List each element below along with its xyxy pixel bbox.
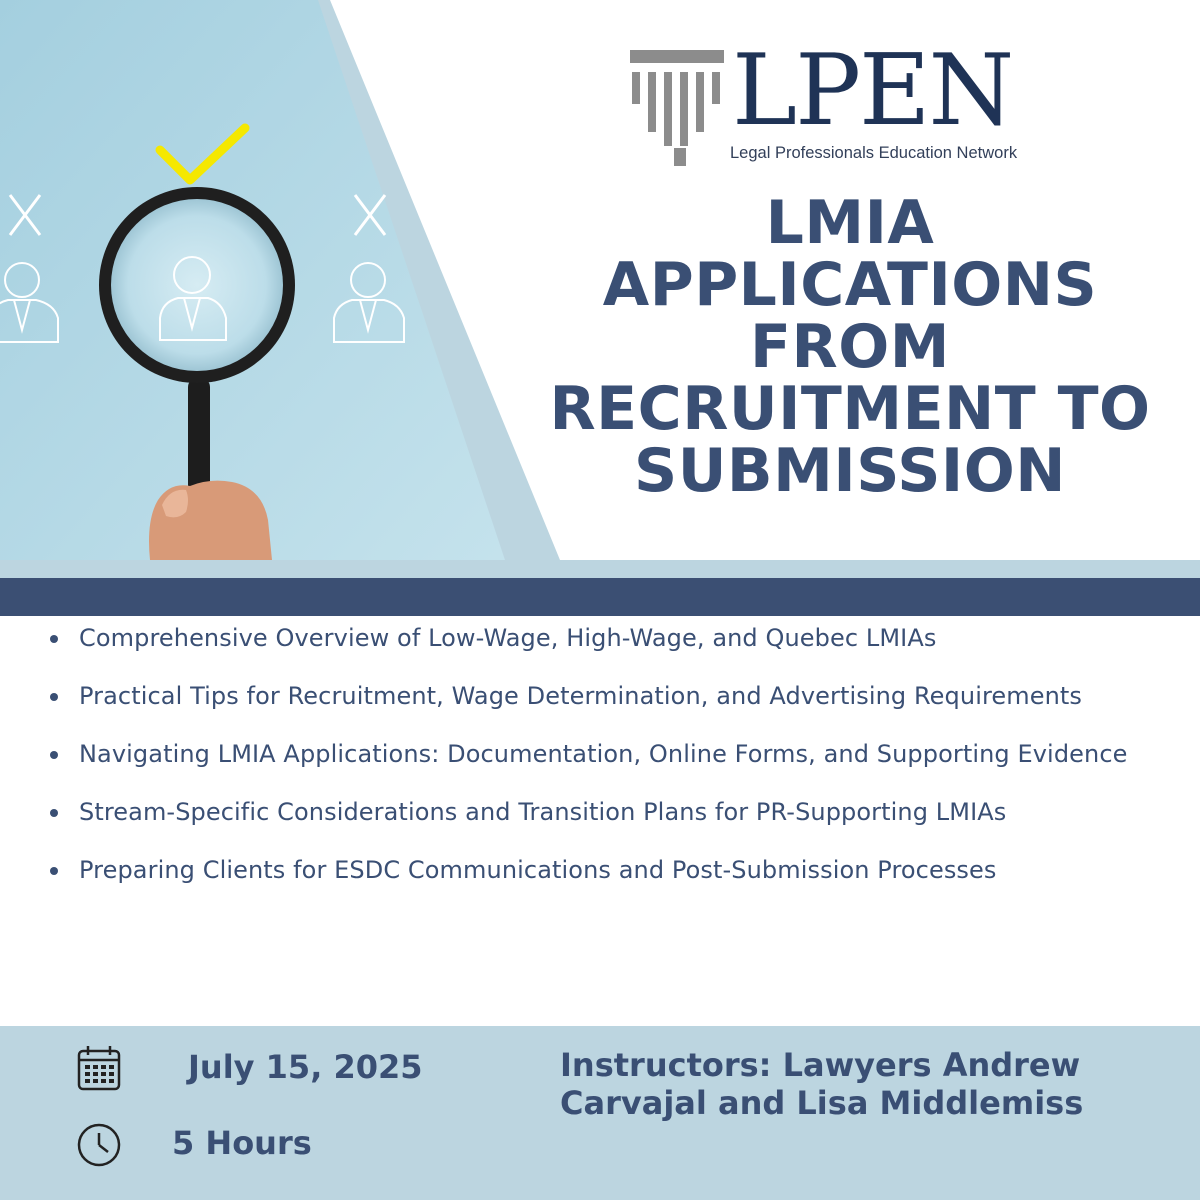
title-line: LMIA — [765, 188, 935, 258]
logo — [628, 34, 1058, 174]
topic-text: Navigating LMIA Applications: Documentation, Online Forms, and Supporting Evidence — [79, 740, 1128, 768]
topic-text: Practical Tips for Recruitment, Wage Determination, and Advertising Requirements — [79, 682, 1083, 710]
title-line: SUBMISSION — [634, 436, 1066, 506]
calendar-icon — [76, 1044, 122, 1092]
topic-text: Comprehensive Overview of Low-Wage, High-Wage, and Quebec LMIAs — [79, 624, 937, 652]
list-item — [50, 856, 1170, 885]
bullet-icon — [50, 809, 58, 817]
list-item — [50, 682, 1170, 711]
bullet-icon — [50, 751, 58, 759]
clock-icon — [76, 1122, 122, 1168]
list-item — [50, 798, 1170, 827]
title-line: RECRUITMENT TO — [549, 374, 1151, 444]
footer-details — [0, 1026, 1200, 1200]
course-title — [520, 188, 1180, 506]
course-instructors: Instructors: Lawyers Andrew Carvajal and Lisa Middlemiss — [560, 1046, 1084, 1122]
bullet-icon — [50, 867, 58, 875]
divider-dark — [0, 578, 1200, 616]
hand-image — [149, 481, 272, 560]
column-icon — [628, 44, 728, 170]
topic-text: Preparing Clients for ESDC Communications and Post-Submission Processes — [79, 856, 997, 884]
logo-tagline: Legal Professionals Education Network — [730, 144, 1018, 162]
logo-wordmark: LPEN — [732, 34, 1013, 148]
bullet-icon — [50, 693, 58, 701]
title-line: FROM — [750, 312, 950, 382]
divider-light — [0, 560, 1200, 578]
topic-list — [50, 624, 1170, 914]
title-line: APPLICATIONS — [602, 250, 1098, 320]
topic-text: Stream-Specific Considerations and Transition Plans for PR-Supporting LMIAs — [79, 798, 1007, 826]
list-item — [50, 624, 1170, 653]
list-item — [50, 740, 1170, 769]
course-duration: 5 Hours — [172, 1124, 312, 1162]
course-date: July 15, 2025 — [188, 1048, 423, 1086]
bullet-icon — [50, 635, 58, 643]
